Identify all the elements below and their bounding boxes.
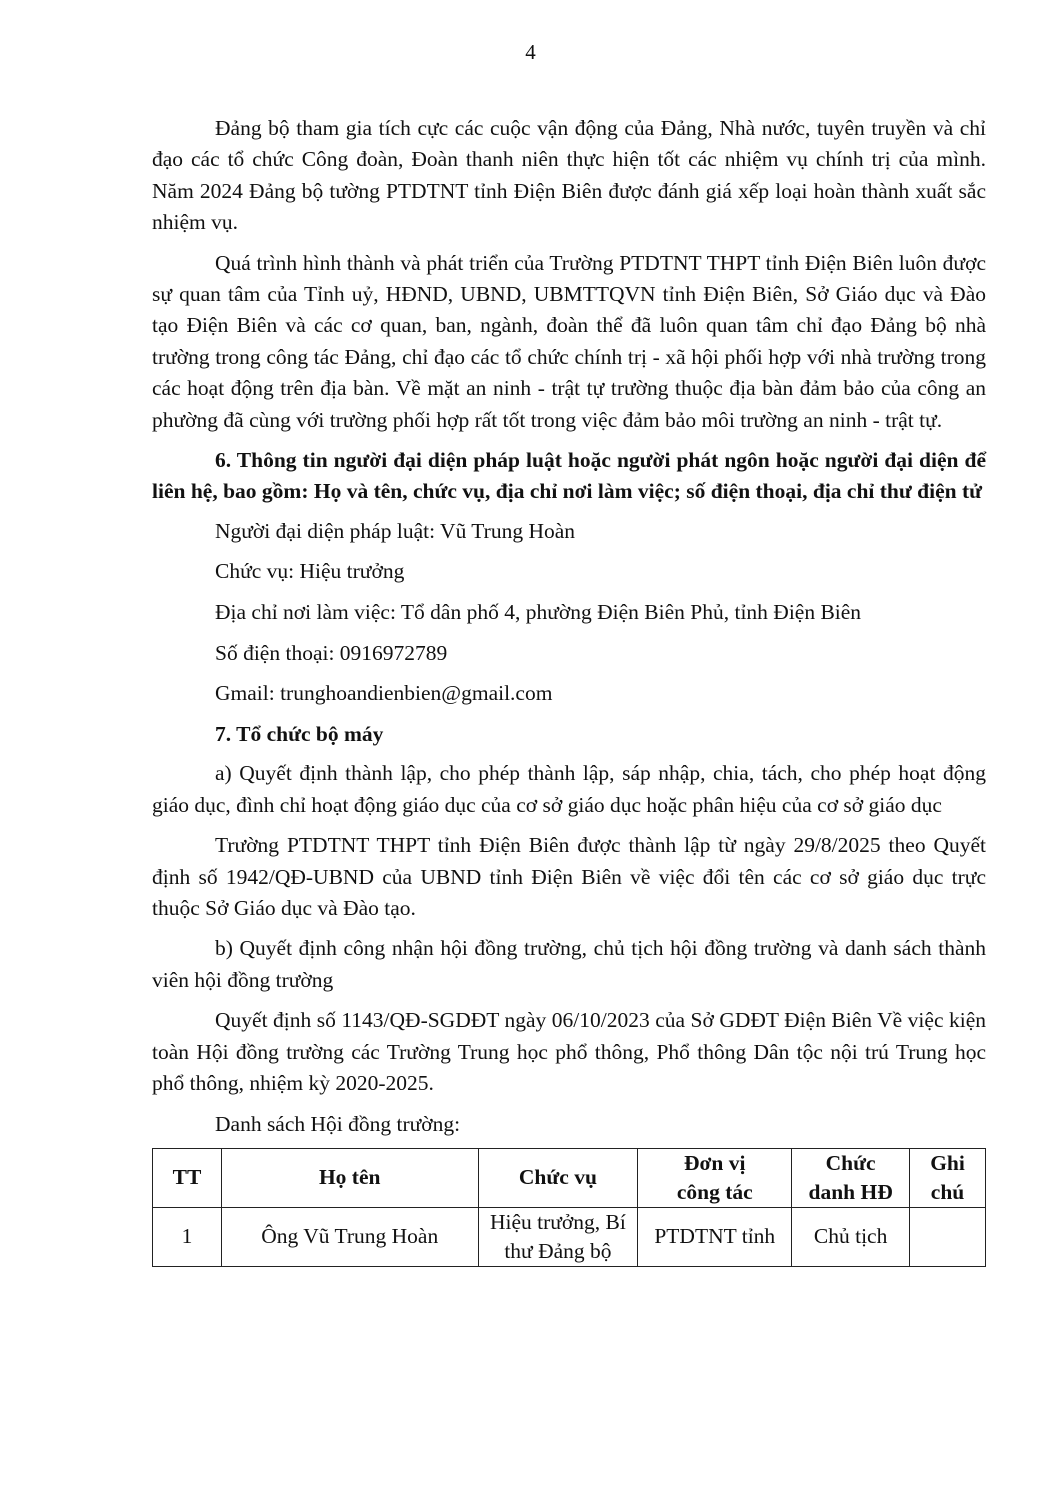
gmail-line: Gmail: trunghoandienbien@gmail.com <box>215 681 553 706</box>
cell-role-line2: thư Đảng bộ <box>504 1238 612 1263</box>
cell-note <box>910 1207 986 1266</box>
paragraph-b-heading: b) Quyết định công nhận hội đồng trường, chủ tịch hội đồng trường và danh sách thành viên hội đồng trường <box>152 936 986 992</box>
heading-section-7: 7. Tổ chức bộ máy <box>215 721 384 746</box>
header-note-line2: chú <box>930 1179 965 1204</box>
cell-tt: 1 <box>153 1207 222 1266</box>
cell-council-title: Chủ tịch <box>792 1207 910 1266</box>
header-title-line2: danh HĐ <box>808 1179 893 1204</box>
header-note <box>910 1148 986 1207</box>
table-row <box>153 1207 986 1266</box>
page-number: 4 <box>525 40 536 64</box>
header-tt: TT <box>153 1148 222 1207</box>
header-name: Họ tên <box>221 1148 478 1207</box>
council-table <box>152 1148 986 1267</box>
header-role: Chức vụ <box>478 1148 638 1207</box>
document-body <box>152 113 986 1267</box>
header-unit-line2: công tác <box>676 1179 753 1204</box>
legal-representative: Người đại diện pháp luật: Vũ Trung Hoàn <box>215 518 576 543</box>
address-line: Địa chỉ nơi làm việc: Tổ dân phố 4, phường Điện Biên Phủ, tỉnh Điện Biên <box>215 600 862 625</box>
cell-role <box>478 1207 638 1266</box>
cell-name: Ông Vũ Trung Hoàn <box>221 1207 478 1266</box>
table-header-row <box>153 1148 986 1207</box>
heading-section-6: 6. Thông tin người đại diện pháp luật hoặc người phát ngôn hoặc người đại diện để liên hệ, bao gồm: Họ và tên, chức vụ, địa chỉ nơi làm việc; số điện thoại, địa chỉ thư điện tử <box>152 448 986 504</box>
position-line: Chức vụ: Hiệu trưởng <box>215 559 405 584</box>
header-title-line1: Chức <box>825 1150 876 1175</box>
list-title: Danh sách Hội đồng trường: <box>215 1111 461 1136</box>
header-note-line1: Ghi <box>930 1150 965 1175</box>
paragraph-a-text: Trường PTDTNT THPT tỉnh Điện Biên được thành lập từ ngày 29/8/2025 theo Quyết định số 1942/QĐ-UBND của UBND tỉnh Điện Biên về việc đổi tên các cơ sở giáo dục trực thuộc Sở Giáo dục và Đào tạo. <box>152 833 986 921</box>
cell-role-line1: Hiệu trưởng, Bí <box>489 1209 626 1234</box>
header-unit-line1: Đơn vị <box>684 1150 746 1175</box>
paragraph-b-text: Quyết định số 1143/QĐ-SGDĐT ngày 06/10/2023 của Sở GDĐT Điện Biên Về việc kiện toàn Hội đồng trường các Trường Trung học phổ thông, Phổ thông Dân tộc nội trú Trung học phổ thông, nhiệm kỳ 2020-2025. <box>152 1008 986 1096</box>
paragraph-party-activities: Đảng bộ tham gia tích cực các cuộc vận động của Đảng, Nhà nước, tuyên truyền và chỉ đạo các tổ chức Công đoàn, Đoàn thanh niên thực hiện tốt các nhiệm vụ chính trị của mình. Năm 2024 Đảng bộ tường PTDTNT tỉnh Điện Biên được đánh giá xếp loại hoàn thành xuất sắc nhiệm vụ. <box>152 116 986 235</box>
phone-line: Số điện thoại: 0916972789 <box>215 640 448 665</box>
cell-unit: PTDTNT tỉnh <box>638 1207 792 1266</box>
paragraph-history: Quá trình hình thành và phát triển của Trường PTDTNT THPT tỉnh Điện Biên luôn được sự quan tâm của Tỉnh uỷ, HĐND, UBND, UBMTTQVN tỉnh Điện Biên, Sở Giáo dục và Đào tạo Điện Biên và các cơ quan, ban, ngành, đoàn thể đã luôn quan tâm chỉ đạo Đảng bộ nhà trường trong công tác Đảng, chỉ đạo các tổ chức chính trị - xã hội phối hợp với nhà trường trong các hoạt động trên địa bàn. Về mặt an ninh - trật tự trường thuộc địa bàn đảm bảo của công an phường đã cùng với trường phối hợp rất tốt trong việc đảm bảo môi trường an ninh - trật tự. <box>152 250 986 432</box>
header-council-title <box>792 1148 910 1207</box>
header-unit <box>638 1148 792 1207</box>
paragraph-a-heading: a) Quyết định thành lập, cho phép thành lập, sáp nhập, chia, tách, cho phép hoạt động giáo dục, đình chỉ hoạt động giáo dục của cơ sở giáo dục hoặc phân hiệu của cơ sở giáo dục <box>152 761 986 817</box>
